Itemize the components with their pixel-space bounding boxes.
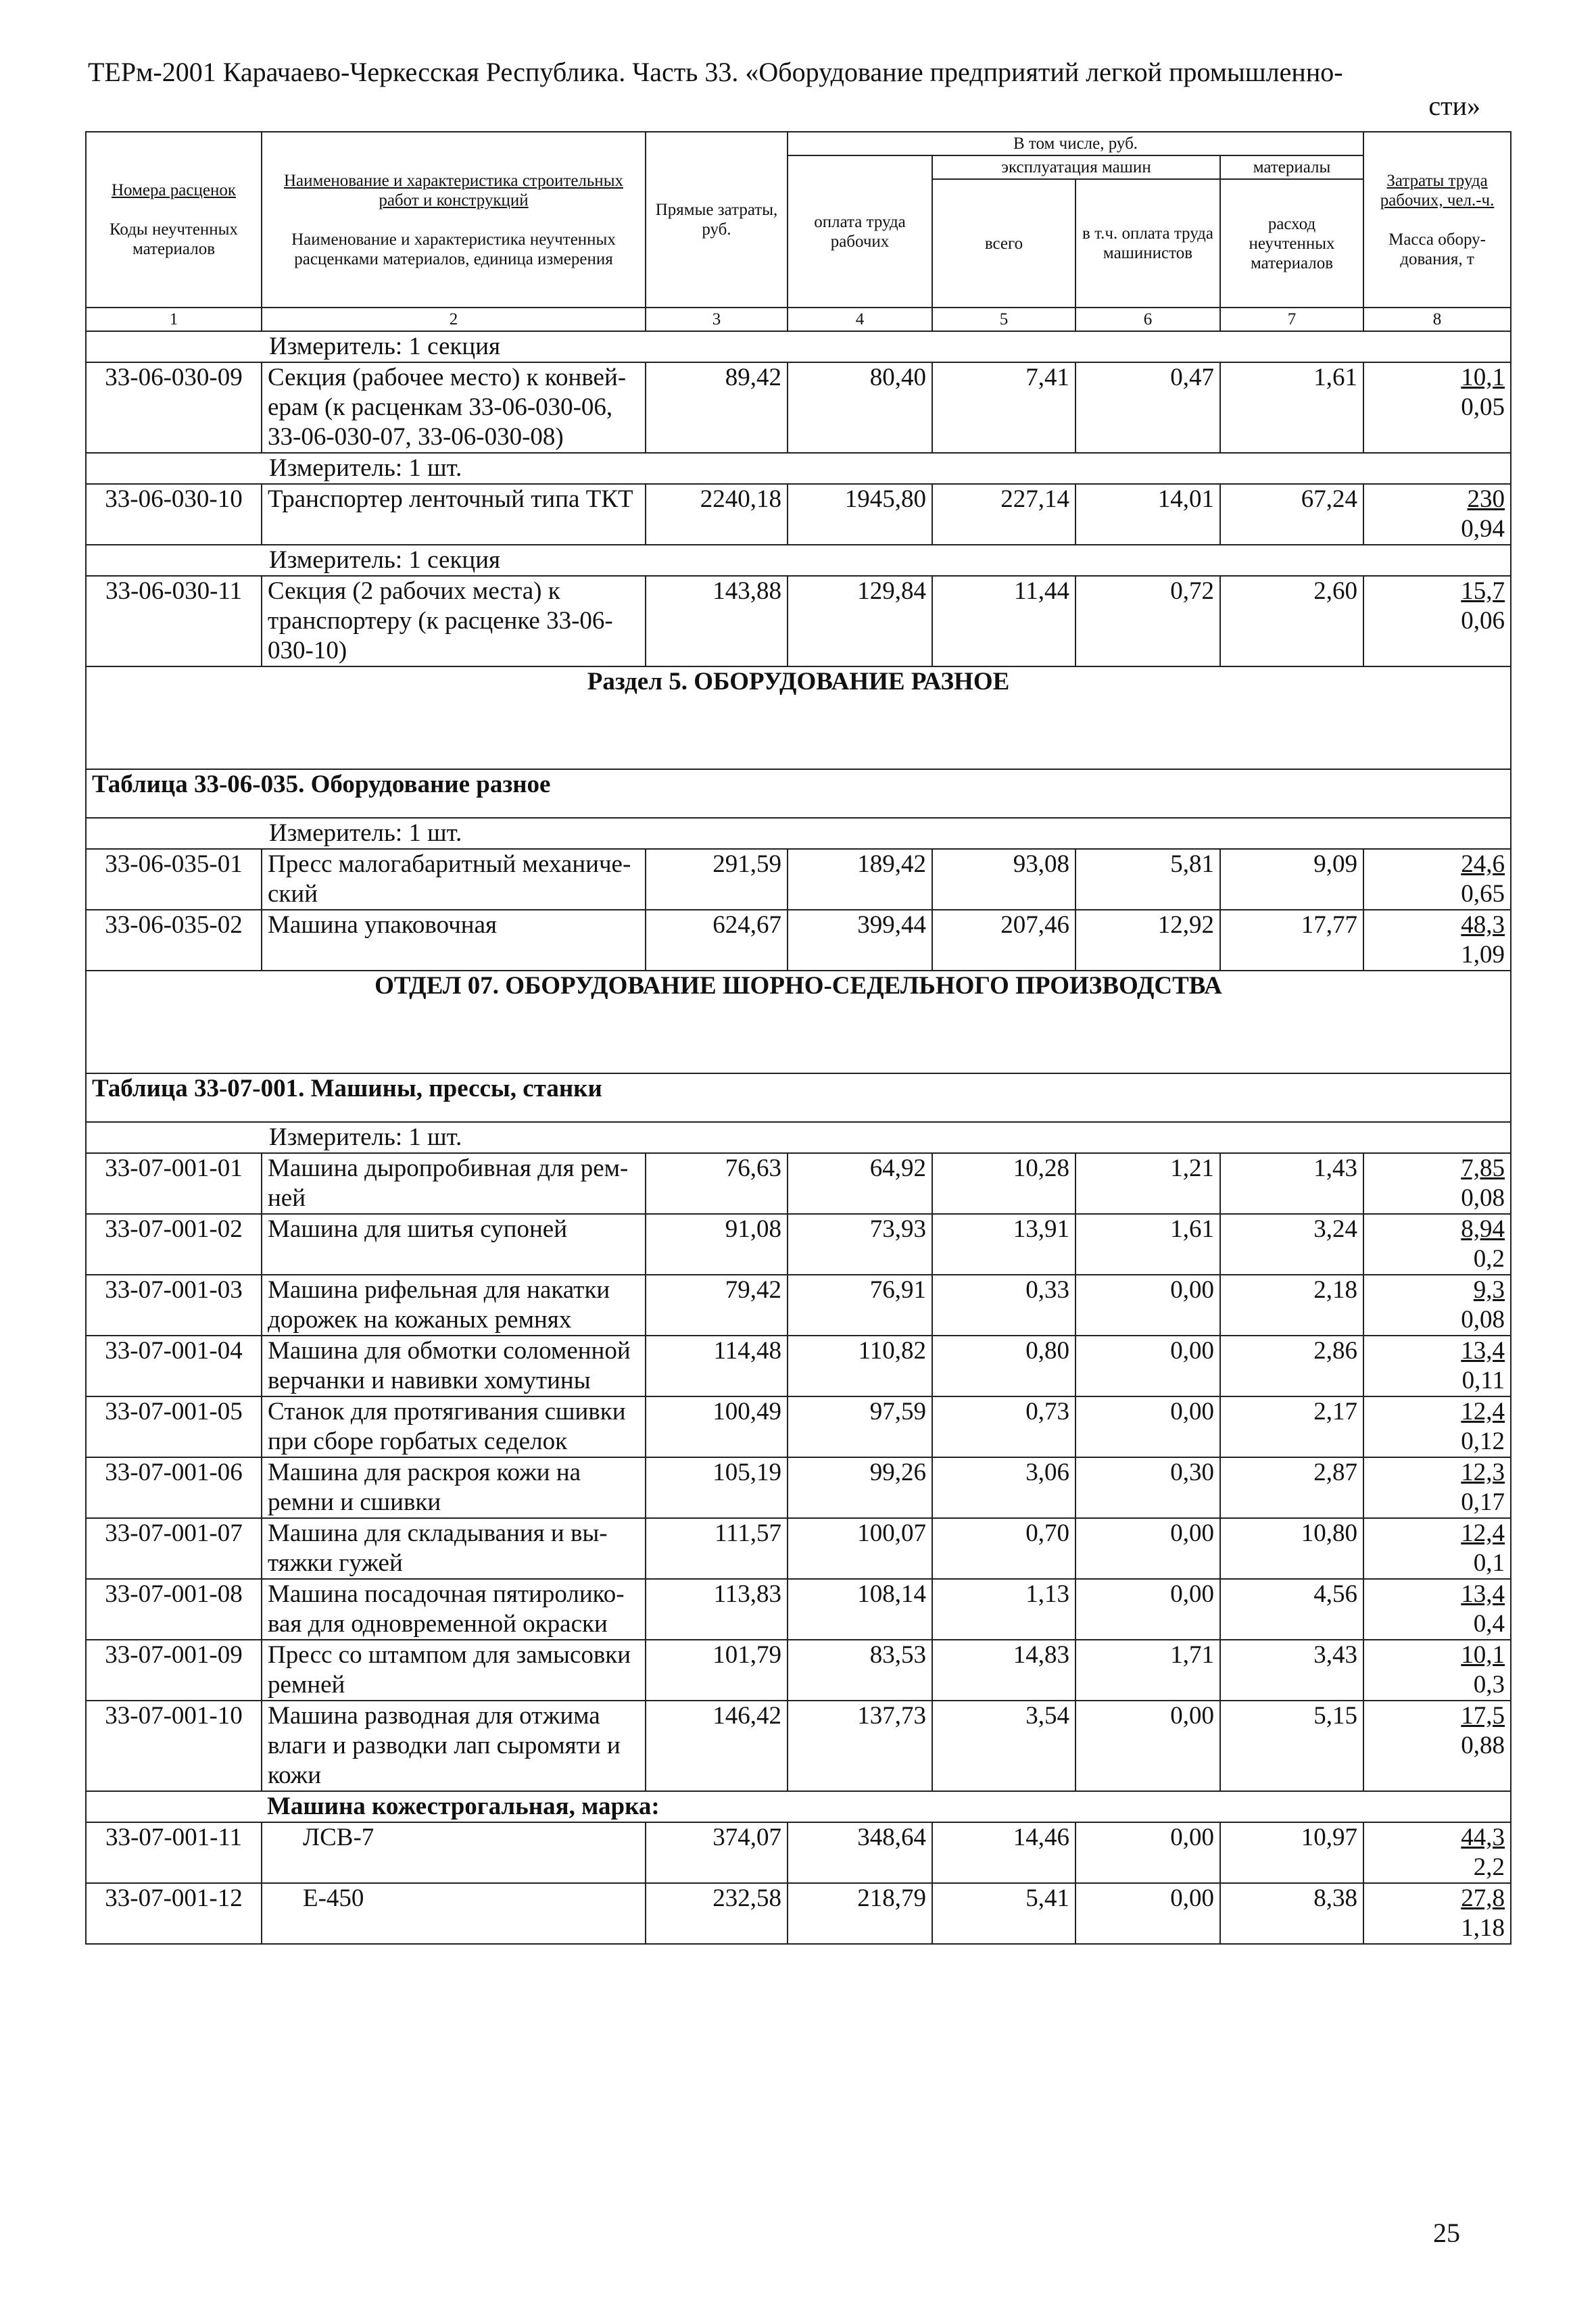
labor-mass-cell	[1363, 1579, 1511, 1640]
wages-cost: 108,14	[788, 1579, 932, 1640]
wages-cost: 76,91	[788, 1275, 932, 1336]
labor-hours: 230	[1467, 485, 1505, 513]
equipment-mass: 1,18	[1461, 1914, 1505, 1942]
equipment-mass: 0,06	[1461, 607, 1505, 635]
equipment-mass: 0,1	[1473, 1549, 1505, 1577]
labor-hours: 12,4	[1461, 1398, 1505, 1425]
rates-table	[85, 131, 1512, 1945]
measure-label: Измеритель: 1 секция	[269, 333, 501, 360]
equipment-mass: 0,08	[1461, 1184, 1505, 1212]
table-row	[86, 1883, 1511, 1944]
materials-cost: 3,24	[1220, 1214, 1363, 1275]
labor-mass-cell	[1363, 910, 1511, 971]
col-num-5: 5	[932, 308, 1075, 331]
measure-label: Измеритель: 1 шт.	[269, 454, 462, 482]
col-materials-head: материалы	[1220, 155, 1363, 179]
item-name: Машина разводная для отжима влаги и разводки лап сыромяти и кожи	[262, 1701, 646, 1791]
rate-code: 33-07-001-01	[86, 1153, 262, 1214]
machines-cost: 0,70	[932, 1518, 1075, 1579]
machinist-wages: 1,21	[1075, 1153, 1220, 1214]
wages-cost: 83,53	[788, 1640, 932, 1701]
section-heading: Раздел 5. ОБОРУДОВАНИЕ РАЗНОЕ	[86, 666, 1511, 769]
labor-mass-cell	[1363, 1883, 1511, 1944]
labor-mass-cell	[1363, 1396, 1511, 1457]
department-heading: ОТДЕЛ 07. ОБОРУДОВАНИЕ ШОРНО-СЕДЕЛЬНОГО ПРОИЗВОДСТВА	[86, 971, 1511, 1073]
rate-code: 33-06-030-11	[86, 576, 262, 666]
item-name: Машина посадочная пятиролико-вая для одновременной окраски	[262, 1579, 646, 1640]
machines-cost: 10,28	[932, 1153, 1075, 1214]
labor-hours: 48,3	[1461, 911, 1505, 939]
rate-code: 33-07-001-07	[86, 1518, 262, 1579]
col-wages-head: оплата труда рабочих	[788, 155, 932, 308]
item-name: Машина для раскроя кожи на ремни и сшивки	[262, 1457, 646, 1518]
machines-cost: 0,80	[932, 1336, 1075, 1396]
wages-cost: 64,92	[788, 1153, 932, 1214]
wages-cost: 80,40	[788, 362, 932, 453]
measure-label: Измеритель: 1 шт.	[269, 1123, 462, 1151]
labor-hours: 17,5	[1461, 1702, 1505, 1730]
materials-cost: 2,86	[1220, 1336, 1363, 1396]
direct-cost: 146,42	[646, 1701, 788, 1791]
item-name: Е-450	[262, 1883, 646, 1944]
labor-mass-cell	[1363, 576, 1511, 666]
materials-cost: 10,97	[1220, 1822, 1363, 1883]
materials-cost: 1,43	[1220, 1153, 1363, 1214]
labor-hours: 9,3	[1473, 1276, 1505, 1304]
table-header	[86, 132, 1511, 331]
machinist-wages: 0,00	[1075, 1518, 1220, 1579]
equipment-mass: 0,65	[1461, 880, 1505, 908]
table-title: Таблица 33-06-035. Оборудование разное	[86, 769, 1511, 818]
measure-row	[86, 545, 1511, 576]
table-row	[86, 1579, 1511, 1640]
equipment-mass: 0,08	[1461, 1306, 1505, 1334]
wages-cost: 100,07	[788, 1518, 932, 1579]
col-num-2: 2	[262, 308, 646, 331]
col-num-4: 4	[788, 308, 932, 331]
equipment-mass: 0,12	[1461, 1428, 1505, 1455]
labor-mass-cell	[1363, 1640, 1511, 1701]
labor-mass-cell	[1363, 484, 1511, 545]
rate-code: 33-06-035-01	[86, 849, 262, 910]
machines-cost: 14,46	[932, 1822, 1075, 1883]
wages-cost: 137,73	[788, 1701, 932, 1791]
materials-cost: 10,80	[1220, 1518, 1363, 1579]
labor-hours: 15,7	[1461, 577, 1505, 605]
machinist-wages: 0,00	[1075, 1883, 1220, 1944]
item-name: Машина дыропробивная для рем-ней	[262, 1153, 646, 1214]
item-name: Секция (рабочее место) к конвей-ерам (к расценкам 33-06-030-06, 33-06-030-07, 33-06-030-08)	[262, 362, 646, 453]
section-heading-row	[86, 666, 1511, 769]
machinist-wages: 12,92	[1075, 910, 1220, 971]
labor-hours: 12,4	[1461, 1519, 1505, 1547]
materials-cost: 8,38	[1220, 1883, 1363, 1944]
labor-hours: 10,1	[1461, 1641, 1505, 1669]
materials-cost: 2,18	[1220, 1275, 1363, 1336]
labor-hours: 8,94	[1461, 1215, 1505, 1243]
measure-row	[86, 818, 1511, 849]
direct-cost: 76,63	[646, 1153, 788, 1214]
rate-code: 33-07-001-09	[86, 1640, 262, 1701]
materials-cost: 67,24	[1220, 484, 1363, 545]
labor-hours: 44,3	[1461, 1824, 1505, 1851]
equipment-mass: 0,3	[1473, 1671, 1505, 1699]
equipment-mass: 0,05	[1461, 393, 1505, 421]
item-name: Транспортер ленточный типа ТКТ	[262, 484, 646, 545]
page-header	[88, 55, 1480, 121]
measure-row	[86, 1122, 1511, 1153]
table-row	[86, 910, 1511, 971]
labor-mass-cell	[1363, 849, 1511, 910]
table-row	[86, 1822, 1511, 1883]
labor-hours: 7,85	[1461, 1154, 1505, 1182]
machines-cost: 227,14	[932, 484, 1075, 545]
direct-cost: 113,83	[646, 1579, 788, 1640]
equipment-mass: 0,88	[1461, 1732, 1505, 1759]
direct-cost: 291,59	[646, 849, 788, 910]
labor-hours: 13,4	[1461, 1337, 1505, 1365]
machinist-wages: 1,71	[1075, 1640, 1220, 1701]
col-mat-use-head: расход неучтенных материалов	[1220, 179, 1363, 308]
materials-cost: 17,77	[1220, 910, 1363, 971]
page-number: 25	[1433, 2218, 1460, 2248]
machinist-wages: 14,01	[1075, 484, 1220, 545]
machinist-wages: 0,72	[1075, 576, 1220, 666]
col-direct-head: Прямые затраты, руб.	[646, 132, 788, 308]
table-title-row	[86, 1073, 1511, 1122]
labor-mass-cell	[1363, 362, 1511, 453]
col-code-head: Номера расценок Коды неучтенных материалов	[86, 132, 262, 308]
machines-cost: 13,91	[932, 1214, 1075, 1275]
item-name: Машина для складывания и вы-тяжки гужей	[262, 1518, 646, 1579]
machinist-wages: 0,00	[1075, 1822, 1220, 1883]
machines-cost: 93,08	[932, 849, 1075, 910]
item-name: Секция (2 рабочих места) к транспортеру (к расценке 33-06-030-10)	[262, 576, 646, 666]
col-num-1: 1	[86, 308, 262, 331]
direct-cost: 101,79	[646, 1640, 788, 1701]
labor-hours: 10,1	[1461, 364, 1505, 391]
table-row	[86, 1214, 1511, 1275]
table-title: Таблица 33-07-001. Машины, прессы, станки	[86, 1073, 1511, 1122]
direct-cost: 374,07	[646, 1822, 788, 1883]
materials-cost: 2,17	[1220, 1396, 1363, 1457]
item-name: Машина для шитья супоней	[262, 1214, 646, 1275]
table-title-row	[86, 769, 1511, 818]
direct-cost: 100,49	[646, 1396, 788, 1457]
table-row	[86, 362, 1511, 453]
labor-mass-cell	[1363, 1153, 1511, 1214]
table-row	[86, 1336, 1511, 1396]
machines-cost: 7,41	[932, 362, 1075, 453]
equipment-mass: 0,17	[1461, 1488, 1505, 1516]
machines-cost: 3,54	[932, 1701, 1075, 1791]
direct-cost: 79,42	[646, 1275, 788, 1336]
item-name: Машина для обмотки соломенной верчанки и навивки хомутины	[262, 1336, 646, 1396]
item-name: ЛСВ-7	[262, 1822, 646, 1883]
rate-code: 33-07-001-05	[86, 1396, 262, 1457]
item-name: Пресс малогабаритный механиче-ский	[262, 849, 646, 910]
machines-cost: 0,33	[932, 1275, 1075, 1336]
labor-hours: 24,6	[1461, 850, 1505, 878]
equipment-mass: 1,09	[1461, 941, 1505, 969]
table-row	[86, 576, 1511, 666]
equipment-mass: 2,2	[1473, 1853, 1505, 1881]
labor-mass-cell	[1363, 1214, 1511, 1275]
item-name: Станок для протягивания сшивки при сборе горбатых седелок	[262, 1396, 646, 1457]
direct-cost: 2240,18	[646, 484, 788, 545]
item-name: Машина упаковочная	[262, 910, 646, 971]
labor-mass-cell	[1363, 1275, 1511, 1336]
table-row	[86, 484, 1511, 545]
col-num-3: 3	[646, 308, 788, 331]
materials-cost: 9,09	[1220, 849, 1363, 910]
machines-cost: 5,41	[932, 1883, 1075, 1944]
materials-cost: 5,15	[1220, 1701, 1363, 1791]
labor-mass-cell	[1363, 1518, 1511, 1579]
wages-cost: 73,93	[788, 1214, 932, 1275]
table-row	[86, 1701, 1511, 1791]
labor-mass-cell	[1363, 1457, 1511, 1518]
direct-cost: 111,57	[646, 1518, 788, 1579]
col-mach-total-head: всего	[932, 179, 1075, 308]
labor-mass-cell	[1363, 1822, 1511, 1883]
item-name: Машина рифельная для накатки дорожек на кожаных ремнях	[262, 1275, 646, 1336]
materials-cost: 4,56	[1220, 1579, 1363, 1640]
equipment-mass: 0,2	[1473, 1245, 1505, 1273]
machines-cost: 14,83	[932, 1640, 1075, 1701]
col-num-8: 8	[1363, 308, 1511, 331]
wages-cost: 218,79	[788, 1883, 932, 1944]
machinist-wages: 0,00	[1075, 1396, 1220, 1457]
wages-cost: 189,42	[788, 849, 932, 910]
wages-cost: 99,26	[788, 1457, 932, 1518]
col-num-6: 6	[1075, 308, 1220, 331]
measure-label: Измеритель: 1 секция	[269, 546, 501, 574]
rate-code: 33-07-001-06	[86, 1457, 262, 1518]
labor-hours: 27,8	[1461, 1884, 1505, 1912]
machinist-wages: 5,81	[1075, 849, 1220, 910]
rate-code: 33-07-001-08	[86, 1579, 262, 1640]
equipment-mass: 0,94	[1461, 515, 1505, 543]
machines-cost: 11,44	[932, 576, 1075, 666]
measure-row	[86, 331, 1511, 362]
table-row	[86, 849, 1511, 910]
col-labor-head: Затраты труда рабочих, чел.-ч. Масса обору-дования, т	[1363, 132, 1511, 308]
labor-hours: 12,3	[1461, 1459, 1505, 1486]
table-row	[86, 1518, 1511, 1579]
labor-mass-cell	[1363, 1336, 1511, 1396]
col-machines-head: эксплуатация машин	[932, 155, 1220, 179]
wages-cost: 97,59	[788, 1396, 932, 1457]
machinist-wages: 0,00	[1075, 1579, 1220, 1640]
col-name-head: Наименование и характеристика строительных работ и конструкций Наименование и характеристика неучтенных расценками материалов, единица измерения	[262, 132, 646, 308]
materials-cost: 3,43	[1220, 1640, 1363, 1701]
labor-mass-cell	[1363, 1701, 1511, 1791]
rate-code: 33-07-001-12	[86, 1883, 262, 1944]
wages-cost: 110,82	[788, 1336, 932, 1396]
rate-code: 33-06-035-02	[86, 910, 262, 971]
labor-hours: 13,4	[1461, 1580, 1505, 1608]
direct-cost: 232,58	[646, 1883, 788, 1944]
direct-cost: 91,08	[646, 1214, 788, 1275]
machinist-wages: 1,61	[1075, 1214, 1220, 1275]
direct-cost: 105,19	[646, 1457, 788, 1518]
materials-cost: 2,87	[1220, 1457, 1363, 1518]
item-name: Пресс со штампом для замысовки ремней	[262, 1640, 646, 1701]
machines-cost: 0,73	[932, 1396, 1075, 1457]
wages-cost: 399,44	[788, 910, 932, 971]
col-mach-wages-head: в т.ч. оплата труда машинистов	[1075, 179, 1220, 308]
wages-cost: 129,84	[788, 576, 932, 666]
direct-cost: 89,42	[646, 362, 788, 453]
header-tail: сти»	[1428, 91, 1480, 121]
table-row	[86, 1640, 1511, 1701]
machinist-wages: 0,47	[1075, 362, 1220, 453]
column-numbers-row	[86, 308, 1511, 331]
rate-code: 33-07-001-03	[86, 1275, 262, 1336]
materials-cost: 2,60	[1220, 576, 1363, 666]
rate-code: 33-07-001-10	[86, 1701, 262, 1791]
rate-code: 33-06-030-09	[86, 362, 262, 453]
col-incl-head: В том числе, руб.	[788, 132, 1363, 155]
direct-cost: 114,48	[646, 1336, 788, 1396]
direct-cost: 624,67	[646, 910, 788, 971]
machinist-wages: 0,00	[1075, 1701, 1220, 1791]
rate-code: 33-06-030-10	[86, 484, 262, 545]
group-label-row	[86, 1791, 1511, 1822]
department-heading-row	[86, 971, 1511, 1073]
machinist-wages: 0,00	[1075, 1275, 1220, 1336]
wages-cost: 1945,80	[788, 484, 932, 545]
rate-code: 33-07-001-02	[86, 1214, 262, 1275]
machinist-wages: 0,00	[1075, 1336, 1220, 1396]
materials-cost: 1,61	[1220, 362, 1363, 453]
machines-cost: 3,06	[932, 1457, 1075, 1518]
table-body	[86, 331, 1511, 1944]
machinist-wages: 0,30	[1075, 1457, 1220, 1518]
equipment-mass: 0,11	[1461, 1367, 1505, 1394]
machines-cost: 1,13	[932, 1579, 1075, 1640]
group-label: Машина кожестрогальная, марка:	[262, 1791, 1511, 1822]
table-row	[86, 1457, 1511, 1518]
rate-code: 33-07-001-11	[86, 1822, 262, 1883]
wages-cost: 348,64	[788, 1822, 932, 1883]
col-num-7: 7	[1220, 308, 1363, 331]
table-row	[86, 1275, 1511, 1336]
direct-cost: 143,88	[646, 576, 788, 666]
measure-row	[86, 453, 1511, 484]
rate-code: 33-07-001-04	[86, 1336, 262, 1396]
table-row	[86, 1396, 1511, 1457]
equipment-mass: 0,4	[1473, 1610, 1505, 1638]
table-row	[86, 1153, 1511, 1214]
measure-label: Измеритель: 1 шт.	[269, 819, 462, 847]
machines-cost: 207,46	[932, 910, 1075, 971]
header-line: ТЕРм-2001 Карачаево-Черкесская Республика. Часть 33. «Оборудование предприятий легкой промышленно-	[88, 57, 1343, 87]
